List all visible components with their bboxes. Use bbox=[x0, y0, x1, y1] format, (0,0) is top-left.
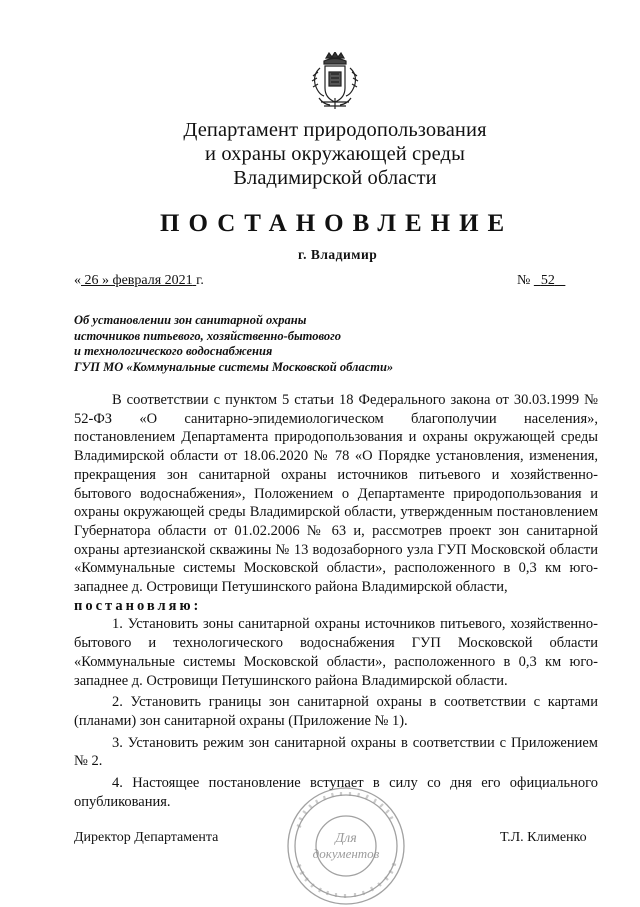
document-subject bbox=[74, 313, 393, 375]
stamp-text-2: документов bbox=[312, 846, 380, 861]
subject-line: Об установлении зон санитарной охраны bbox=[74, 313, 307, 327]
date-suffix: г. bbox=[196, 273, 204, 288]
date-close-quote: » bbox=[102, 273, 109, 288]
signature-position: Директор Департамента bbox=[74, 830, 219, 845]
document-body bbox=[74, 391, 598, 811]
date-open-quote: « bbox=[74, 273, 81, 288]
subject-line: ГУП МО «Коммунальные системы Московской области» bbox=[74, 359, 394, 374]
official-seal-stamp bbox=[285, 785, 407, 907]
org-name-line-1: Департамент природопользования bbox=[183, 119, 487, 141]
number-sign: № bbox=[517, 273, 531, 288]
decree-item-1: 1. Установить зоны санитарной охраны источников питьевого, хозяйственно-бытового и технологического водоснабжения ГУП Московской области «Коммунальные системы Московской области», расположенного в 0,3 км юго-западнее д. Островищи Петушинского района Владимирской области. bbox=[74, 616, 598, 689]
subject-line: и технологического водоснабжения bbox=[74, 344, 273, 358]
document-number bbox=[517, 273, 565, 289]
subject-line: источников питьевого, хозяйственно-бытового bbox=[74, 328, 342, 343]
decree-item-3: 3. Установить режим зон санитарной охраны в соответствии с Приложением № 2. bbox=[74, 734, 598, 770]
preamble-paragraph: В соответствии с пунктом 5 статьи 18 Федерального закона от 30.03.1999 № 52-ФЗ «О санитарно-эпидемиологическом благополучии населения», постановлением Департамента природопользования и охраны окружающей среды Владимирской области от 18.06.2020 № 78 «О Порядке установления, изменения, прекращения зон санитарной охраны источников питьевого и хозяйственно-бытового водоснабжения», Положением о Департаменте природопользования и охраны окружающей среды Владимирской области, утвержденным постановлением Губернатора области от 01.02.2006 № 63 и, рассмотрев проект зон санитарной охраны артезианской скважины № 13 водозаборного узла ГУП Московской области «Коммунальные системы Московской области», расположенного в 0,3 км юго-западнее д. Островищи Петушинского района Владимирской области, bbox=[74, 392, 598, 596]
decree-item-4: 4. Настоящее постановление вступает в силу со дня его официального опубликования. bbox=[74, 775, 598, 810]
signature-name: Т.Л. Клименко bbox=[500, 830, 587, 845]
document-title: ПОСТАНОВЛЕНИЕ bbox=[160, 210, 514, 237]
org-name-line-2: и охраны окружающей среды bbox=[205, 143, 465, 165]
document-date bbox=[74, 273, 204, 289]
date-month-year: февраля 2021 bbox=[112, 273, 193, 288]
city: г. Владимир bbox=[298, 247, 378, 262]
coat-of-arms-emblem bbox=[310, 52, 360, 110]
decree-word: постановляю: bbox=[74, 597, 202, 614]
org-name-line-3: Владимирской области bbox=[233, 167, 437, 189]
stamp-text-1: Для bbox=[335, 831, 357, 846]
date-day: 26 » февраля 2021 bbox=[84, 273, 193, 288]
number-value: 52 bbox=[540, 273, 555, 288]
decree-item-2: 2. Установить границы зон санитарной охраны в соответствии с картами (планами) зон санитарной охраны (Приложение № 1). bbox=[74, 694, 598, 729]
